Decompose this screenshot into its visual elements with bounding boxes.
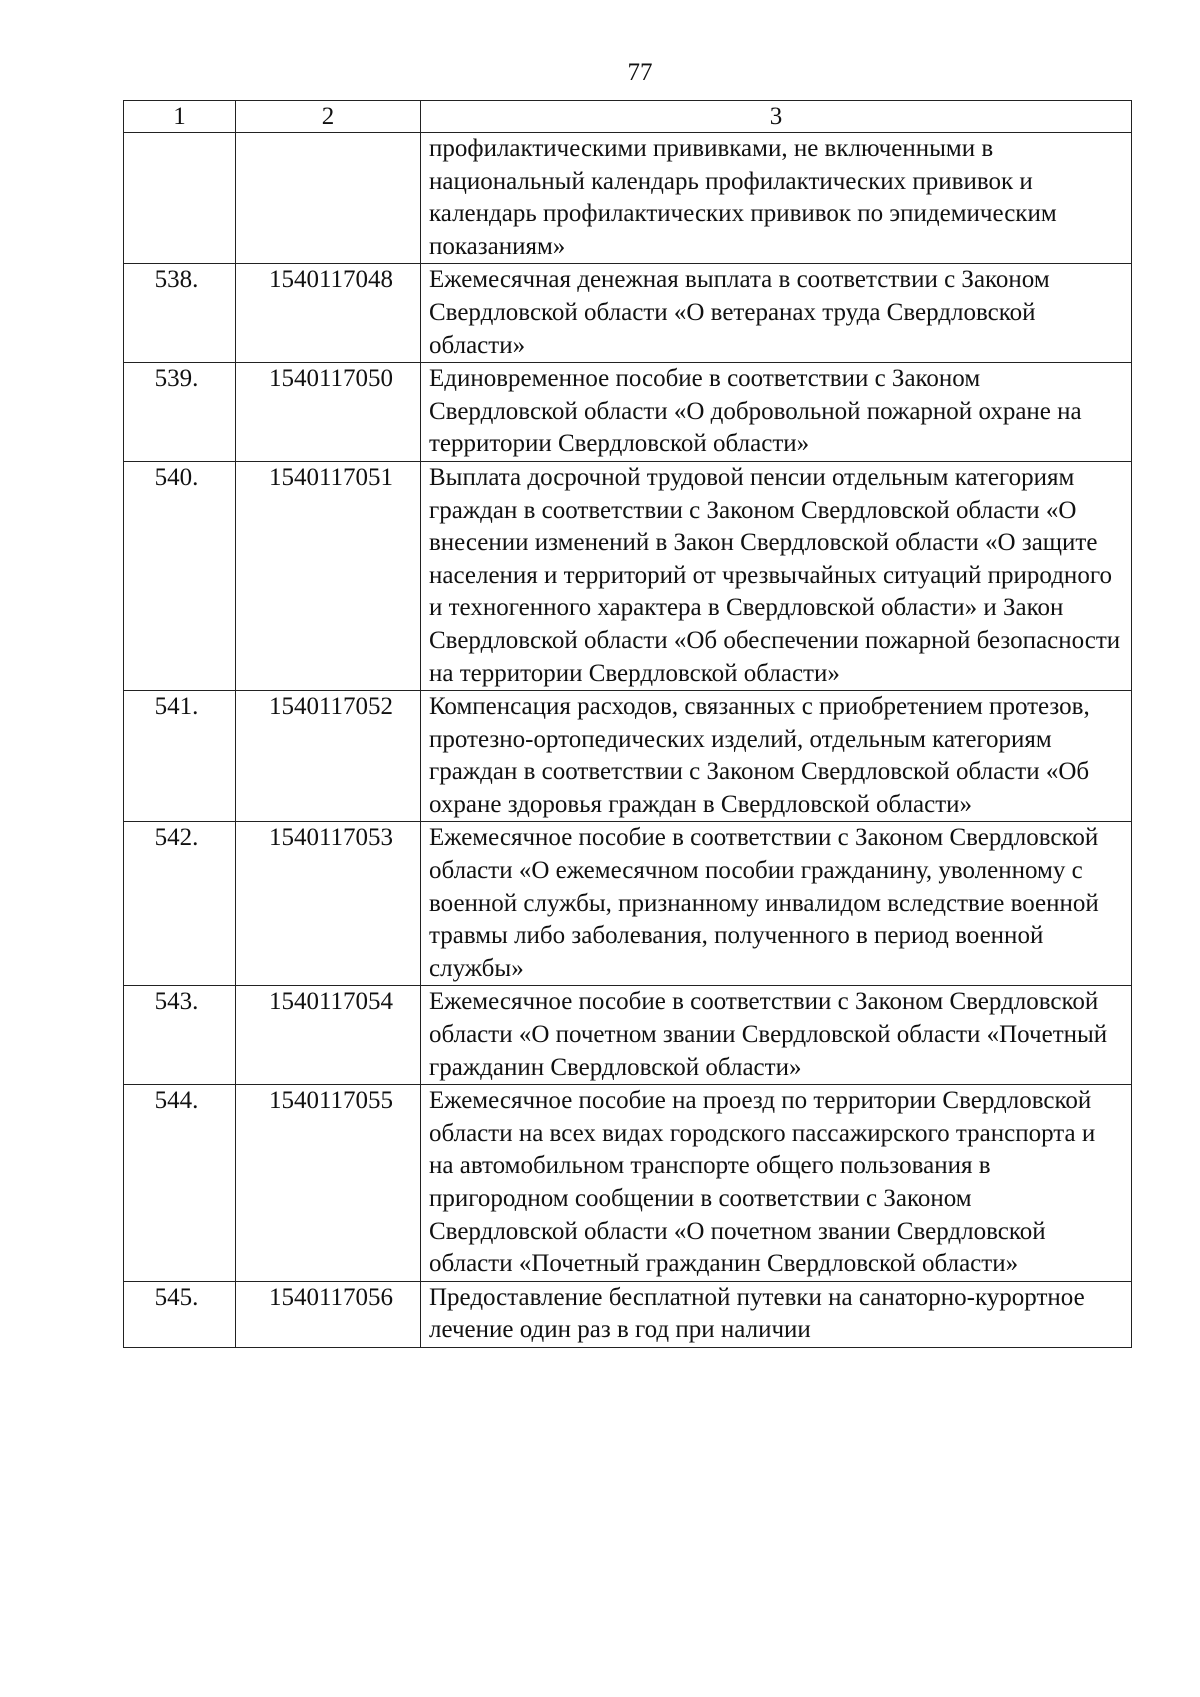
row-number — [124, 133, 236, 264]
header-col-1: 1 — [124, 101, 236, 133]
row-description: Ежемесячное пособие в соответствии с Законом Свердловской области «О почетном звании Свердловской области «Почетный гражданин Свердловской области» — [421, 986, 1132, 1085]
row-code — [236, 133, 421, 264]
row-description: Выплата досрочной трудовой пенсии отдельным категориям граждан в соответствии с Законом Свердловской области «О внесении изменений в Закон Свердловской области «О защите населения и территорий от чрезвычайных ситуаций природного и техногенного характера в Свердловской области» и Закон Свердловской области «Об обеспечении пожарной безопасности на территории Свердловской области» — [421, 461, 1132, 690]
table-row — [124, 461, 1132, 690]
row-description: профилактическими прививками, не включенными в национальный календарь профилактических прививок и календарь профилактических прививок по эпидемическим показаниям» — [421, 133, 1132, 264]
page-number-text: 77 — [627, 59, 653, 86]
row-number: 542. — [124, 822, 236, 986]
table-row — [124, 264, 1132, 363]
header-col-2: 2 — [236, 101, 421, 133]
table-row — [124, 691, 1132, 822]
row-code: 1540117051 — [236, 461, 421, 690]
row-description: Ежемесячная денежная выплата в соответствии с Законом Свердловской области «О ветеранах труда Свердловской области» — [421, 264, 1132, 363]
row-code: 1540117054 — [236, 986, 421, 1085]
row-description: Единовременное пособие в соответствии с Законом Свердловской области «О добровольной пожарной охране на территории Свердловской области» — [421, 363, 1132, 462]
row-number: 544. — [124, 1085, 236, 1282]
row-code: 1540117048 — [236, 264, 421, 363]
row-number: 541. — [124, 691, 236, 822]
row-number: 539. — [124, 363, 236, 462]
row-code: 1540117056 — [236, 1281, 421, 1347]
row-description: Компенсация расходов, связанных с приобретением протезов, протезно-ортопедических изделий, отдельным категориям граждан в соответствии с Законом Свердловской области «Об охране здоровья граждан в Свердловской области» — [421, 691, 1132, 822]
row-description: Предоставление бесплатной путевки на санаторно-курортное лечение один раз в год при наличии — [421, 1281, 1132, 1347]
table-row — [124, 986, 1132, 1085]
row-description: Ежемесячное пособие в соответствии с Законом Свердловской области «О ежемесячном пособии гражданину, уволенному с военной службы, признанному инвалидом вследствие военной травмы либо заболевания, полученного в период военной службы» — [421, 822, 1132, 986]
table-row — [124, 133, 1132, 264]
table-row — [124, 363, 1132, 462]
table-row — [124, 822, 1132, 986]
header-col-3: 3 — [421, 101, 1132, 133]
page-number — [0, 58, 1200, 88]
row-code: 1540117053 — [236, 822, 421, 986]
table-row — [124, 1085, 1132, 1282]
row-description: Ежемесячное пособие на проезд по территории Свердловской области на всех видах городского пассажирского транспорта и на автомобильном транспорте общего пользования в пригородном сообщении в соответствии с Законом Свердловской области «О почетном звании Свердловской области «Почетный гражданин Свердловской области» — [421, 1085, 1132, 1282]
row-number: 543. — [124, 986, 236, 1085]
row-number: 545. — [124, 1281, 236, 1347]
table-row — [124, 1281, 1132, 1347]
row-code: 1540117055 — [236, 1085, 421, 1282]
document-table — [123, 100, 1132, 1348]
row-number: 540. — [124, 461, 236, 690]
row-code: 1540117052 — [236, 691, 421, 822]
row-code: 1540117050 — [236, 363, 421, 462]
row-number: 538. — [124, 264, 236, 363]
table-header-row — [124, 101, 1132, 133]
